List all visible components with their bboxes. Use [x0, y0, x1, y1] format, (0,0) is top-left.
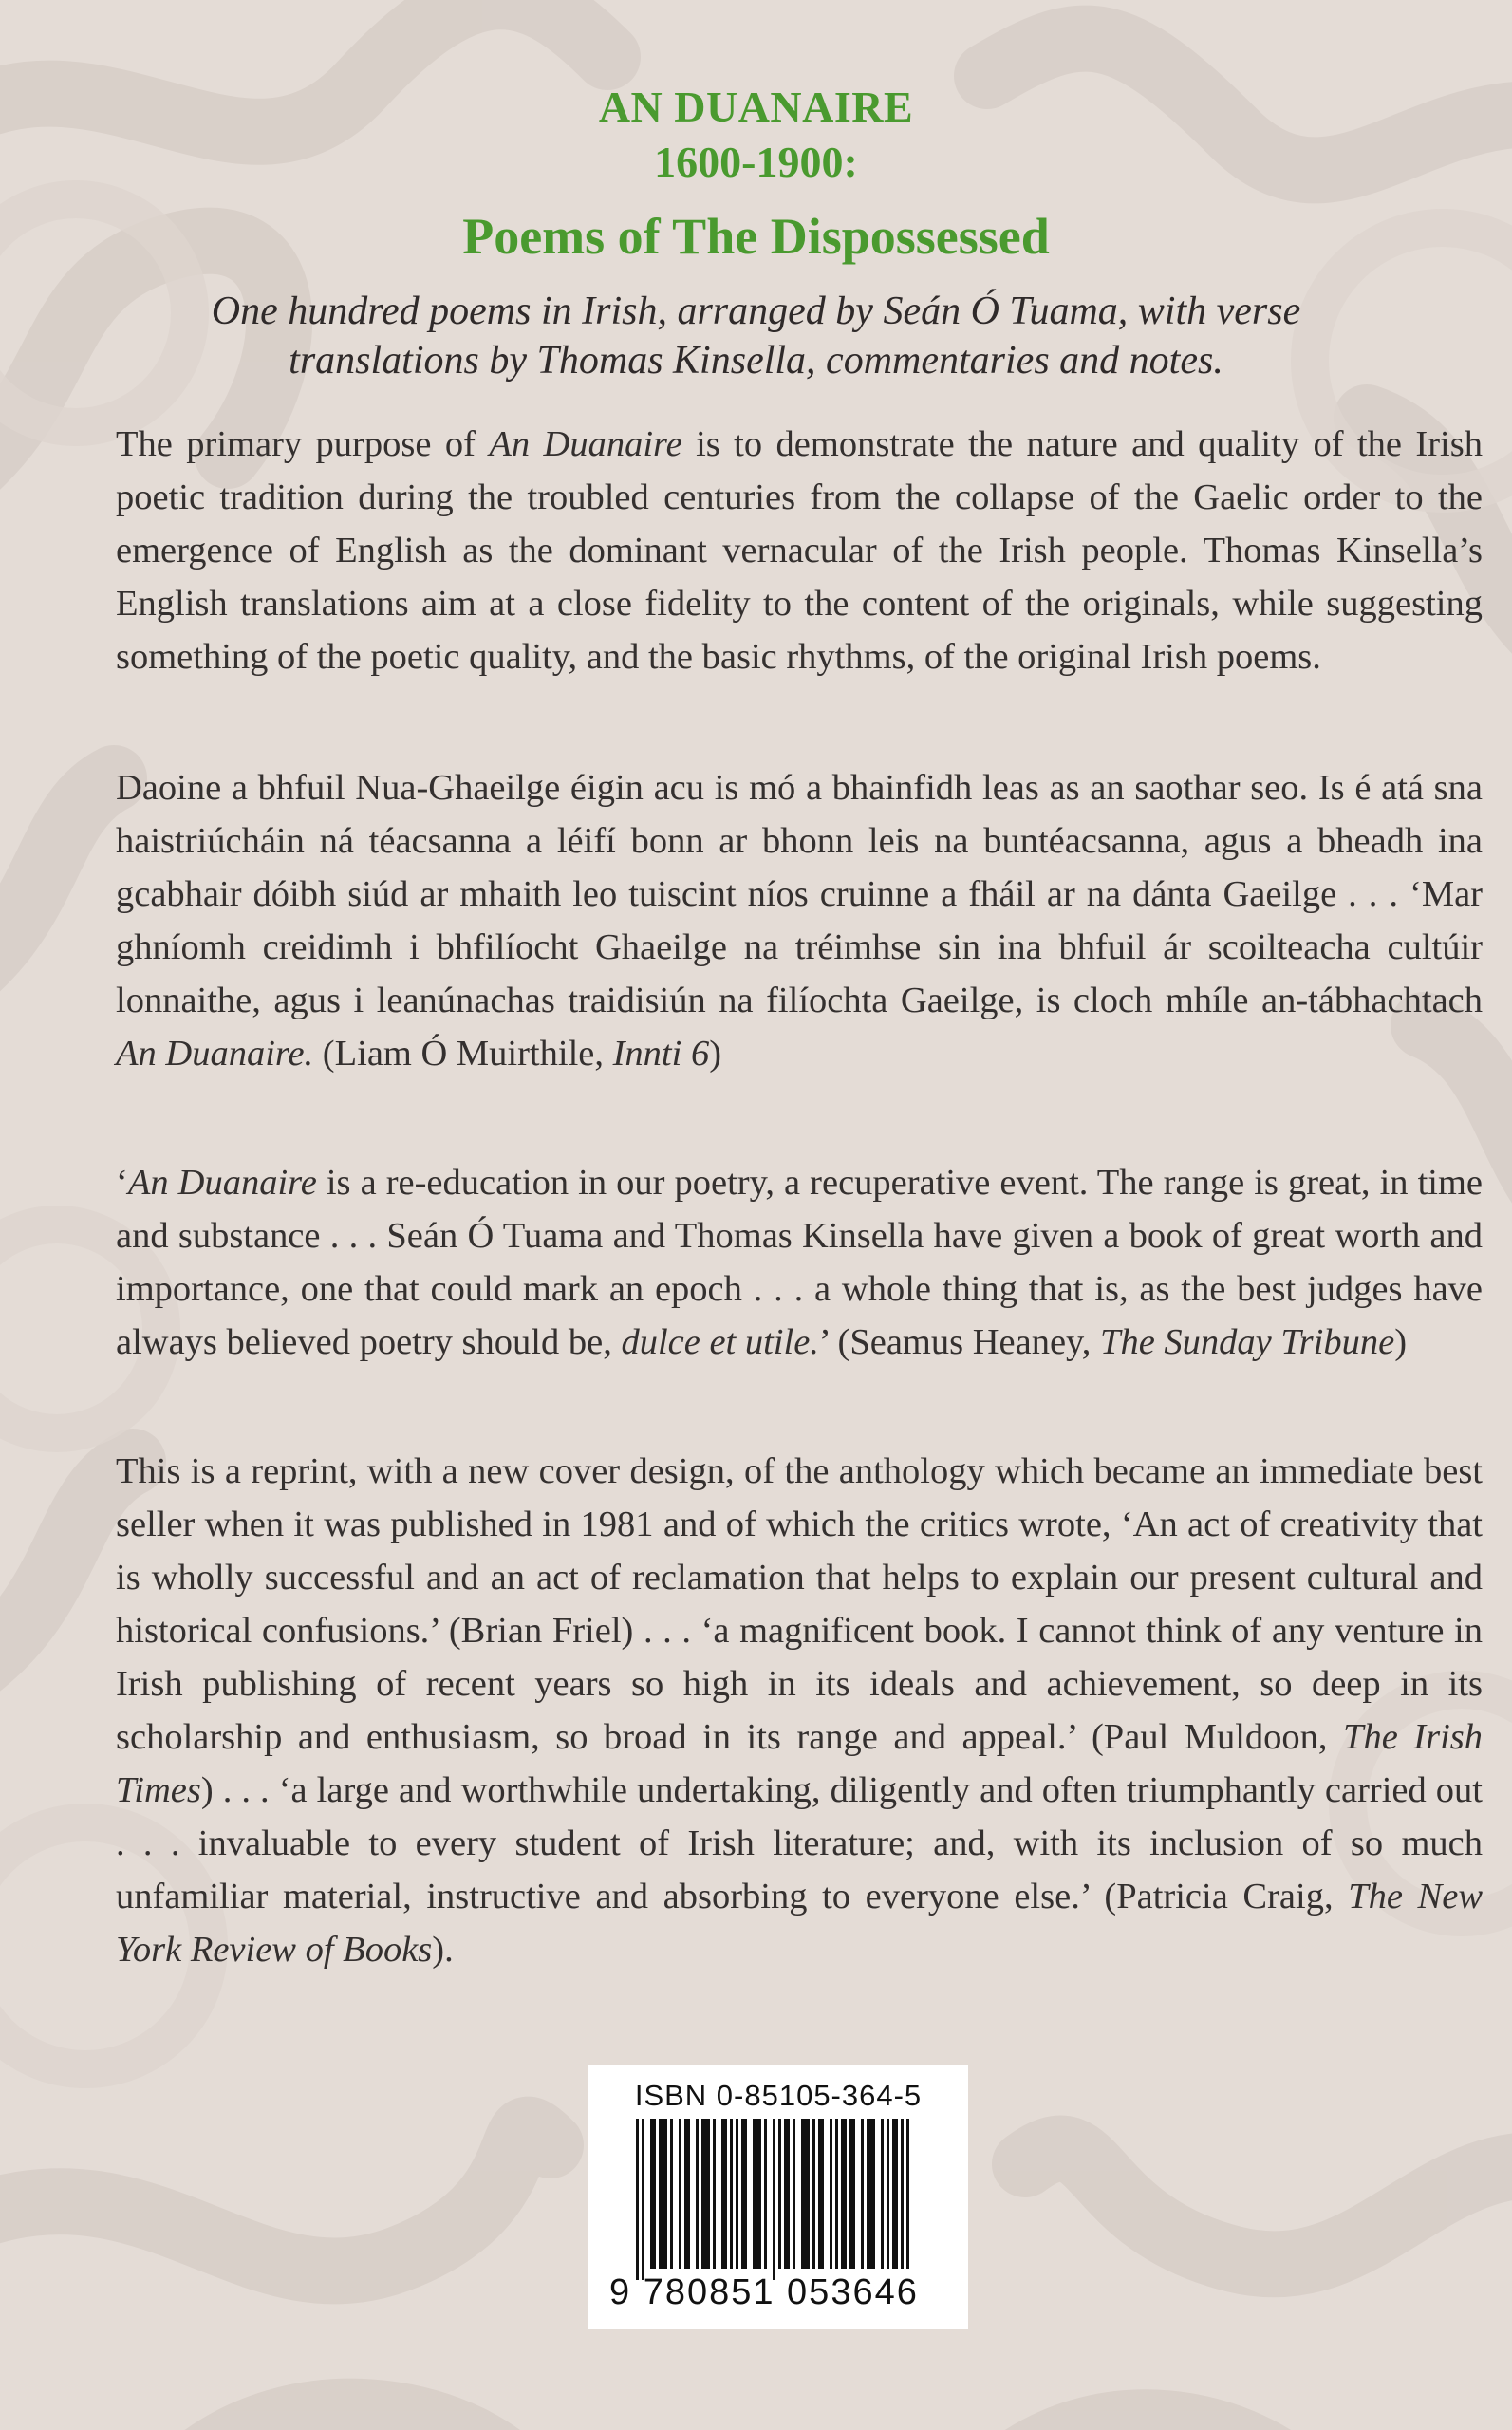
barcode-bar: [679, 2119, 681, 2269]
barcode-bar: [787, 2119, 790, 2269]
barcode-bar: [636, 2119, 639, 2280]
barcode-bar: [670, 2119, 673, 2269]
barcode-bar: [764, 2119, 767, 2269]
description-paragraph: [116, 418, 1483, 683]
barcode-bar: [881, 2119, 884, 2269]
barcode-bar: [684, 2119, 687, 2269]
barcode-bar: [704, 2119, 707, 2269]
text-span: ): [709, 1034, 722, 1074]
barcode-bar: [662, 2119, 664, 2269]
barcode-bar: [773, 2119, 775, 2280]
irish-language-paragraph: [116, 761, 1483, 1080]
barcode-bar: [664, 2119, 667, 2269]
ean-digits: 9 780851 053646: [609, 2272, 919, 2312]
text-span: The primary purpose of: [116, 424, 490, 464]
title-line-2: 1600-1900:: [654, 138, 858, 186]
barcode-bar: [844, 2119, 847, 2269]
isbn-barcode-box: [588, 2066, 968, 2329]
barcode-bar: [653, 2119, 656, 2269]
text-span: is a re-education in our poetry, a recuperative event. The range is great, in time and substance . . . Seán Ó Tuama and Thomas Kinsella have given a book of great worth and importance, one that could mark an epoch . . . a whole thing that is, as the best judges have always believed poetry should be,: [116, 1163, 1483, 1362]
barcode-bar: [741, 2119, 744, 2269]
barcode-icon: [636, 2119, 921, 2280]
barcode-bar: [801, 2119, 804, 2269]
barcode-bar: [841, 2119, 844, 2269]
barcode-bar: [753, 2119, 756, 2269]
isbn-label: ISBN 0-85105-364-5: [634, 2079, 923, 2112]
subtitle: One hundred poems in Irish, arranged by Seán Ó Tuama, with verse translations by Thomas Kinsella, commentaries and notes.: [211, 290, 1301, 383]
barcode-bar: [721, 2119, 724, 2269]
source-italic: The Sunday Tribune: [1100, 1322, 1395, 1362]
heaney-quote-paragraph: [116, 1156, 1483, 1369]
source-italic: The Irish Times: [116, 1717, 1483, 1810]
text-span: ‘: [116, 1163, 128, 1203]
barcode-bar: [707, 2119, 710, 2269]
source-italic: The New York Review of Books: [116, 1877, 1483, 1970]
barcode-bar: [736, 2119, 738, 2269]
barcode-bar: [892, 2119, 895, 2269]
text-span: (Liam Ó Muirthile,: [313, 1034, 613, 1074]
title-line-3: Poems of The Dispossessed: [462, 208, 1050, 265]
barcode-bar: [744, 2119, 747, 2269]
barcode-bar: [687, 2119, 690, 2269]
source-italic: Innti 6: [612, 1034, 710, 1074]
barcode-bar: [906, 2119, 909, 2269]
reviews-paragraph: [116, 1445, 1483, 1976]
barcode-bar: [867, 2119, 869, 2269]
barcode-bar: [869, 2119, 872, 2269]
barcode-bar: [696, 2119, 699, 2269]
barcode-bar: [872, 2119, 875, 2269]
book-title-italic: An Duanaire: [127, 1163, 317, 1203]
barcode-bar: [852, 2119, 855, 2269]
barcode-bar: [830, 2119, 832, 2269]
text-span: ): [1394, 1322, 1408, 1362]
barcode-bar: [901, 2119, 904, 2269]
title-line-1: AN DUANAIRE: [598, 83, 914, 131]
barcode-bar: [835, 2119, 838, 2269]
barcode-bar: [724, 2119, 727, 2269]
barcode-bar: [730, 2119, 733, 2269]
barcode-bar: [804, 2119, 807, 2269]
barcode-bar: [756, 2119, 758, 2269]
barcode-bar: [812, 2119, 815, 2269]
text-span: ) . . . ‘a large and worthwhile undertaking, diligently and often triumphantly carried out . . . invaluable to every student of Irish literature; and, with its inclusion of so much unfamiliar material, instructive and absorbing to everyone else.’ (Patricia Craig,: [116, 1770, 1483, 1916]
text-span: This is a reprint, with a new cover design, of the anthology which became an immediate best seller when it was published in 1981 and of which the critics wrote, ‘An act of creativity that is wholly successful and an act of reclamation that helps to explain our present cultural and historical confusions.’ (Brian Friel) . . . ‘a magnificent book. I cannot think of any venture in Irish publishing of recent years so high in its ideals and achievement, so deep in its scholarship and enthusiasm, so broad in its range and appeal.’ (Paul Muldoon,: [116, 1451, 1483, 1757]
barcode-bar: [778, 2119, 781, 2269]
barcode-bar: [821, 2119, 824, 2269]
book-title-italic: An Duanaire: [489, 424, 682, 464]
text-span: ).: [432, 1930, 454, 1970]
barcode-bar: [659, 2119, 662, 2269]
text-span: is to demonstrate the nature and quality of the Irish poetic tradition during the troubled centuries from the collapse of the Gaelic order to the emergence of English as the dominant vernacular of the Irish people. Thomas Kinsella’s English translations aim at a close fidelity to the content of the originals, while suggesting something of the poetic quality, and the basic rhythms, of the original Irish poems.: [116, 424, 1483, 677]
barcode-bar: [713, 2119, 716, 2269]
barcode-bar: [807, 2119, 810, 2269]
barcode-bar: [861, 2119, 864, 2269]
barcode-bar: [818, 2119, 821, 2269]
latin-phrase-italic: dulce et utile.: [621, 1322, 819, 1362]
text-span: ’ (Seamus Heaney,: [818, 1322, 1101, 1362]
barcode-bar: [849, 2119, 852, 2269]
barcode-bar: [758, 2119, 761, 2269]
barcode-bar: [650, 2119, 653, 2269]
barcode-bar: [701, 2119, 704, 2269]
barcode-bar: [642, 2119, 644, 2280]
book-title-italic: An Duanaire.: [116, 1034, 314, 1074]
text-span: Daoine a bhfuil Nua-Ghaeilge éigin acu is mó a bhainfidh leas as an saothar seo. Is é atá sna haistriúcháin ná téacsanna a léifí bonn ar bhonn leis na buntéacsanna, agus a bheadh ina gcabhair dóibh siúd ar mhaith leo tuiscint níos cruinne a fháil ar na dánta Gaeilge . . . ‘Mar ghníomh creidimh i bhfilíocht Ghaeilge na tréimhse sin ina bhfuil ár scoilteacha cultúir lonnaithe, agus i leanúnachas traidisiún na filíochta Gaeilge, is cloch mhíle an-tábhachtach: [116, 768, 1483, 1020]
barcode-bar: [887, 2119, 889, 2269]
barcode-bar: [895, 2119, 898, 2269]
barcode-bar: [793, 2119, 795, 2269]
barcode-bar: [784, 2119, 787, 2269]
